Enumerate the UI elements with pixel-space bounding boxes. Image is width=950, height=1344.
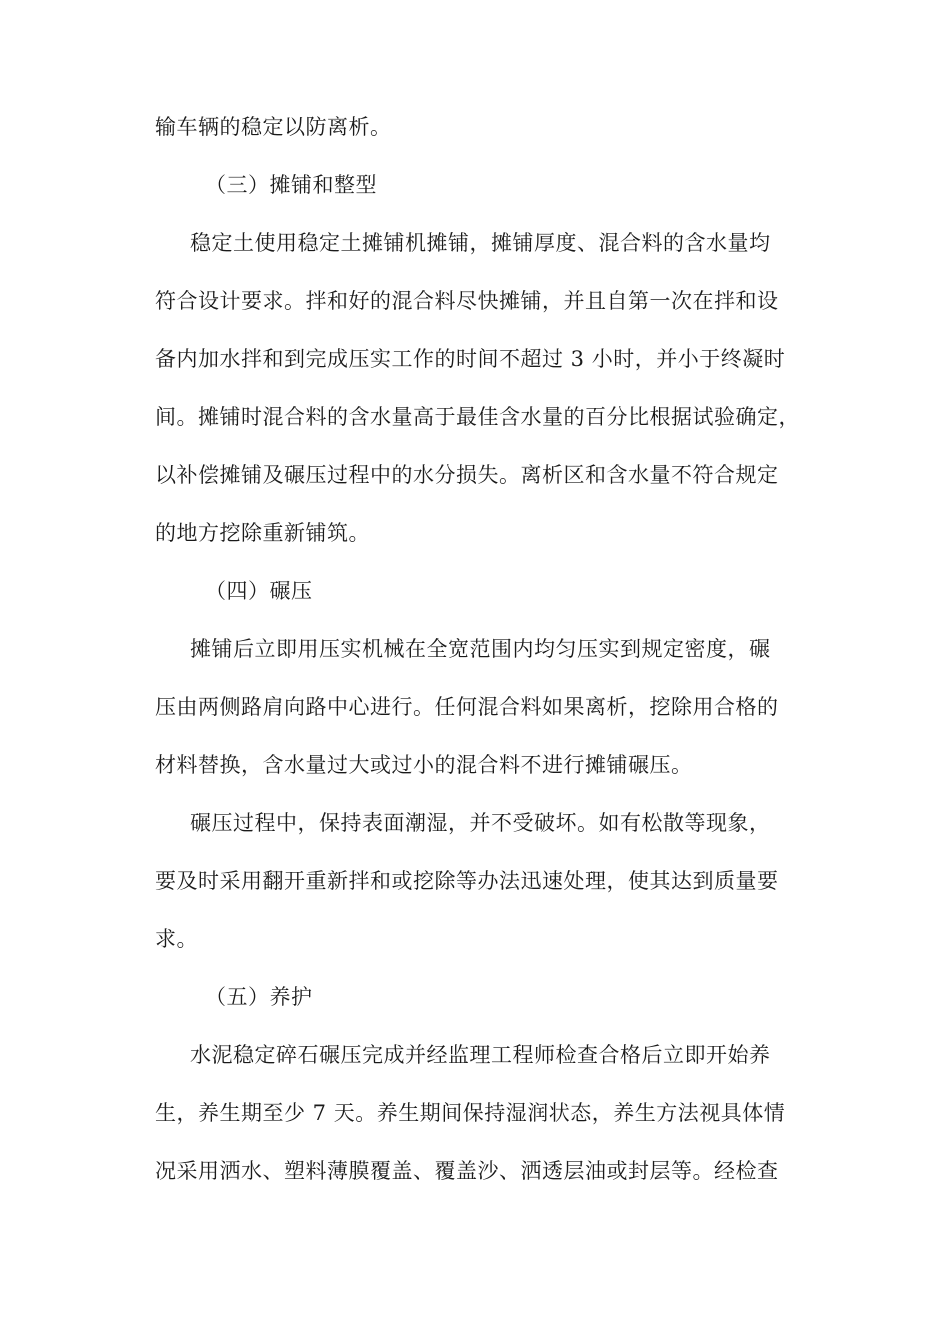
text-line: 间。摊铺时混合料的含水量高于最佳含水量的百分比根据试验确定， xyxy=(155,405,800,429)
paragraph-first-line: 水泥稳定碎石碾压完成并经监理工程师检查合格后立即开始养 xyxy=(190,1043,771,1067)
paragraph-first-line: 碾压过程中，保持表面潮湿，并不受破坏。如有松散等现象， xyxy=(190,811,771,835)
text-line: 生，养生期至少 7 天。养生期间保持湿润状态，养生方法视具体情 xyxy=(155,1101,786,1125)
text-line: 求。 xyxy=(155,927,198,951)
section-heading-spreading: （三）摊铺和整型 xyxy=(205,173,377,197)
paragraph-first-line: 摊铺后立即用压实机械在全宽范围内均匀压实到规定密度，碾 xyxy=(190,637,771,661)
paragraph-first-line: 稳定土使用稳定土摊铺机摊铺，摊铺厚度、混合料的含水量均 xyxy=(190,231,771,255)
text-line: 的地方挖除重新铺筑。 xyxy=(155,521,370,545)
section-heading-compaction: （四）碾压 xyxy=(205,579,313,603)
text-line: 材料替换，含水量过大或过小的混合料不进行摊铺碾压。 xyxy=(155,753,693,777)
text-line: 备内加水拌和到完成压实工作的时间不超过 3 小时，并小于终凝时 xyxy=(155,347,786,371)
text-line: 压由两侧路肩向路中心进行。任何混合料如果离析，挖除用合格的 xyxy=(155,695,779,719)
section-heading-curing: （五）养护 xyxy=(205,985,313,1009)
text-line: 输车辆的稳定以防离析。 xyxy=(155,115,392,139)
text-line: 符合设计要求。拌和好的混合料尽快摊铺，并且自第一次在拌和设 xyxy=(155,289,779,313)
text-line: 以补偿摊铺及碾压过程中的水分损失。离析区和含水量不符合规定 xyxy=(155,463,779,487)
document-body xyxy=(155,103,805,1205)
text-line: 况采用洒水、塑料薄膜覆盖、覆盖沙、洒透层油或封层等。经检查 xyxy=(155,1159,779,1183)
text-line: 要及时采用翻开重新拌和或挖除等办法迅速处理，使其达到质量要 xyxy=(155,869,779,893)
